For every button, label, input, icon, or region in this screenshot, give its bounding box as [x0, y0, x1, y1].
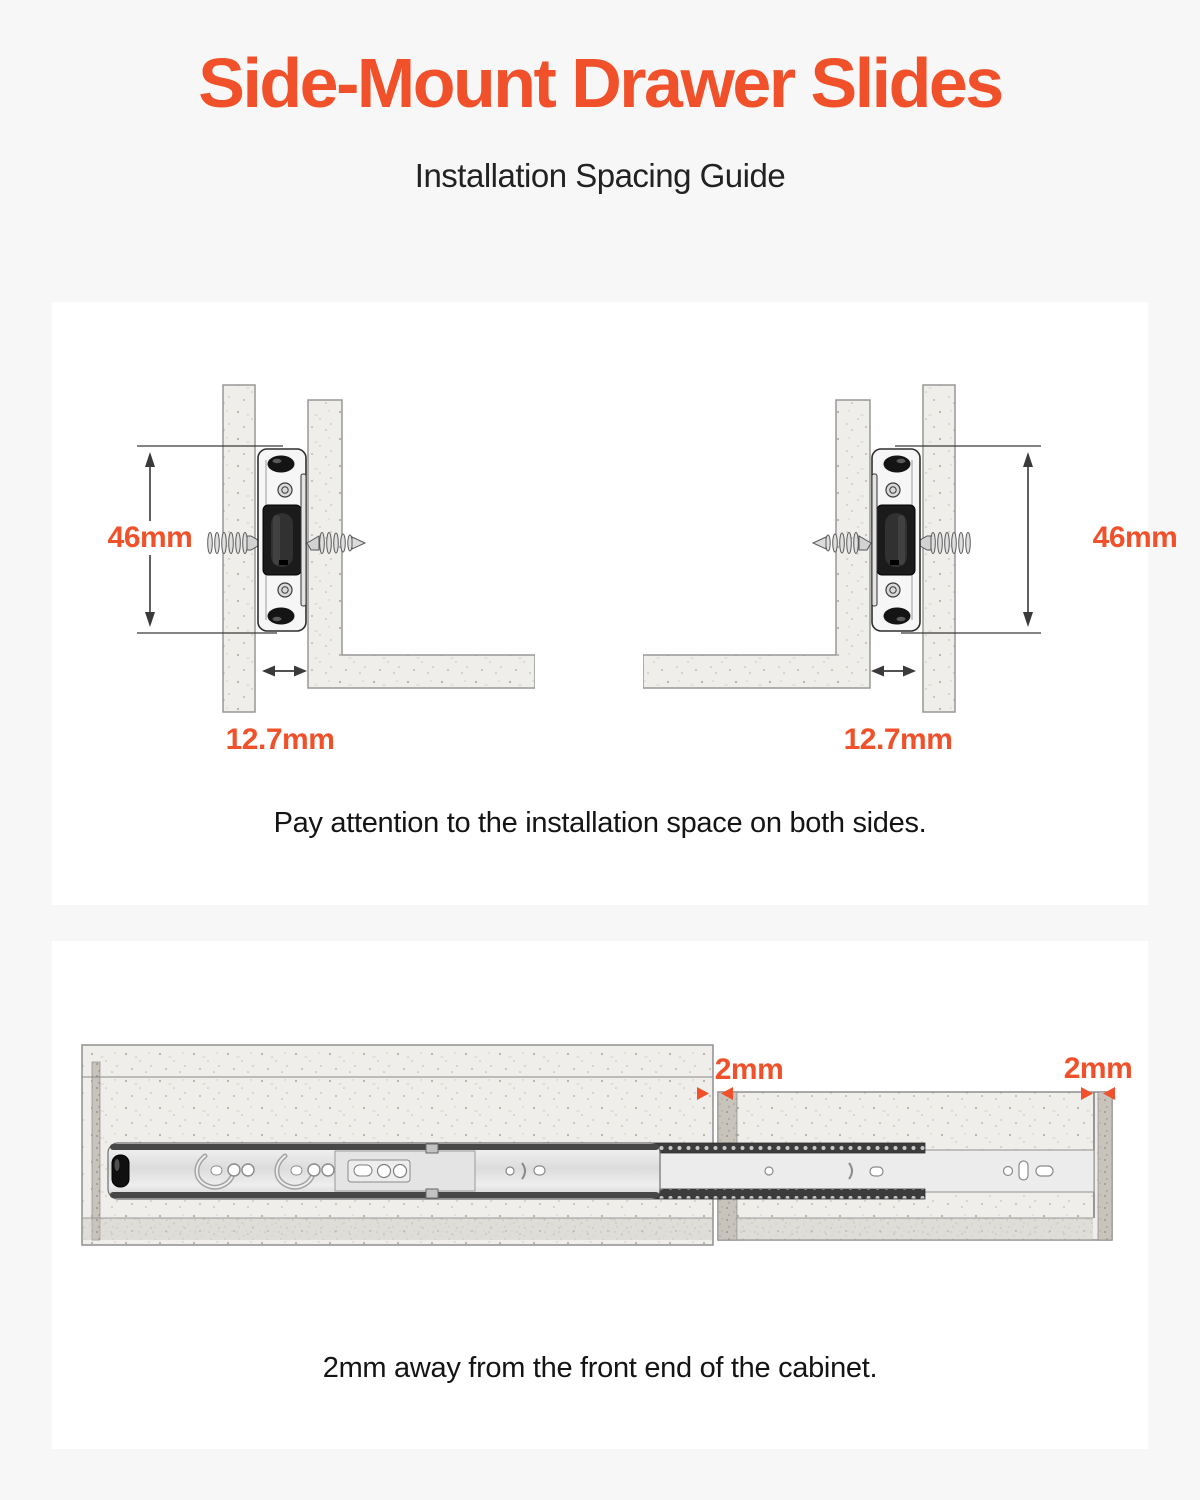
- front-gap-caption: 2mm away from the front end of the cabinet.: [322, 1352, 878, 1384]
- diagram-right-unit: [643, 380, 1048, 715]
- height-dimension-label-left: 46mm: [104, 521, 197, 555]
- drawer-slide-side-view: [108, 1143, 1094, 1199]
- slide-cross-section-right: [643, 380, 1048, 715]
- page-subtitle: Installation Spacing Guide: [414, 157, 786, 194]
- page-title: Side-Mount Drawer Slides: [198, 44, 1002, 122]
- front-gap-panel: [52, 941, 1148, 1449]
- gap-dimension-label-left: 12.7mm: [225, 723, 335, 756]
- gap-dimension-label-right: 12.7mm: [843, 723, 953, 756]
- front-gap-label-left: 2mm: [714, 1053, 784, 1086]
- height-dimension-label-right: 46mm: [1092, 521, 1178, 554]
- front-gap-label-right: 2mm: [1063, 1052, 1133, 1085]
- spacing-guide-panel: [52, 302, 1178, 905]
- spacing-caption: Pay attention to the installation space on both sides.: [273, 807, 927, 839]
